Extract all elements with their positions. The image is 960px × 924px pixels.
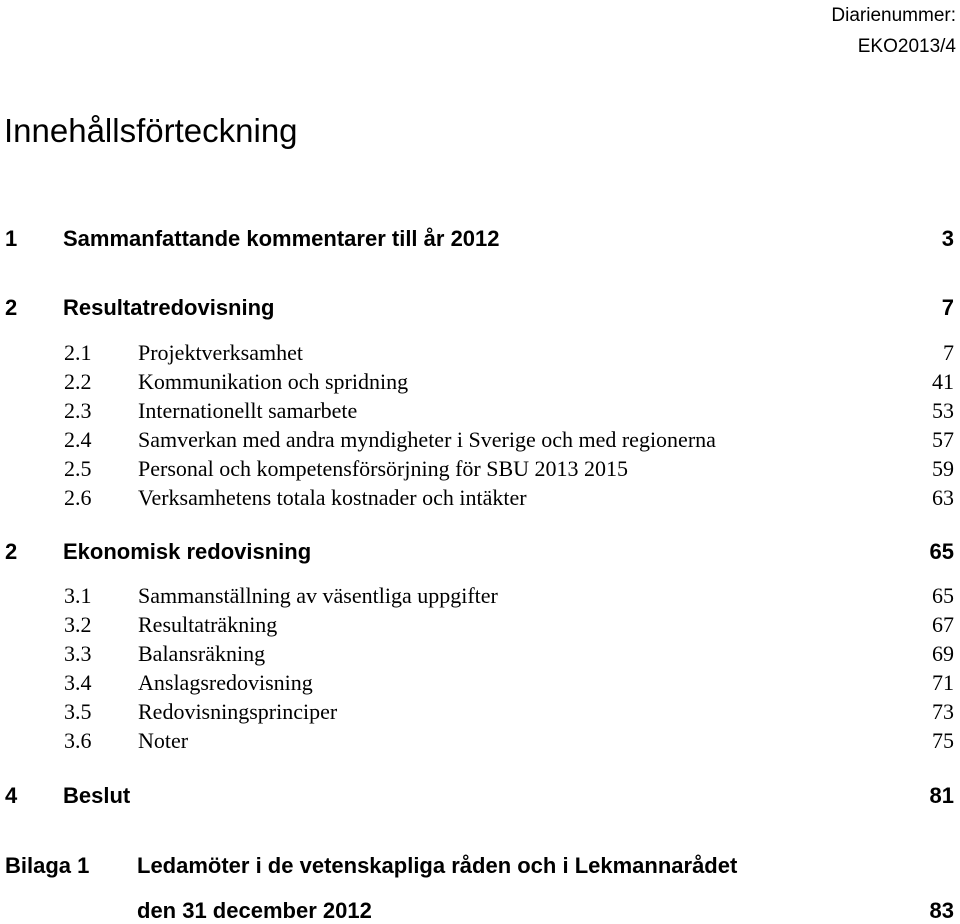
toc-number: 1: [5, 226, 18, 251]
toc-entry-3-6[interactable]: [0, 728, 954, 758]
toc-label: Samverkan med andra myndigheter i Sverige och med regionerna: [138, 427, 716, 452]
toc-number: 2.5: [64, 456, 92, 481]
toc-entry-2-2[interactable]: [0, 369, 954, 399]
toc-label: Sammanfattande kommentarer till år 2012: [63, 226, 500, 251]
toc-number: 2.6: [64, 485, 92, 510]
toc-page: 81: [929, 783, 954, 808]
toc-number: 2: [5, 539, 18, 564]
document-header: [831, 0, 956, 62]
toc-label: Projektverksamhet: [138, 340, 303, 365]
toc-entry-2-1[interactable]: [0, 340, 954, 370]
toc-label: Ekonomisk redovisning: [63, 539, 312, 564]
toc-entry-2-5[interactable]: [0, 456, 954, 486]
toc-label: Anslagsredovisning: [138, 670, 313, 695]
toc-number: 4: [5, 783, 18, 808]
toc-entry-4[interactable]: [0, 783, 954, 813]
toc-page: 69: [932, 641, 954, 666]
toc-label: Redovisningsprinciper: [138, 699, 338, 724]
toc-entry-2[interactable]: [0, 295, 954, 325]
toc-number: 3.3: [64, 641, 92, 666]
toc-number: 3.4: [64, 670, 92, 695]
toc-page: 63: [932, 485, 954, 510]
diarienummer-value: EKO2013/4: [857, 36, 956, 57]
toc-entry-2-4[interactable]: [0, 427, 954, 457]
toc-number: 3.5: [64, 699, 92, 724]
toc-label: Ledamöter i de vetenskapliga råden och i Lekmannarådet: [137, 853, 738, 878]
toc-number: 2.3: [64, 398, 92, 423]
diarienummer-label: Diarienummer:: [831, 5, 956, 26]
toc-entry-bilaga-1[interactable]: [0, 853, 954, 923]
toc-label-continued: den 31 december 2012: [137, 898, 372, 923]
toc-entry-1[interactable]: [0, 226, 954, 256]
toc-label: Resultaträkning: [138, 612, 278, 637]
toc-number: 2.2: [64, 369, 92, 394]
toc-entry-2-3[interactable]: [0, 398, 954, 428]
toc-page: 41: [932, 369, 954, 394]
page-title: Innehållsförteckning: [4, 112, 298, 149]
toc-number: Bilaga 1: [5, 853, 90, 878]
toc-label: Internationellt samarbete: [138, 398, 358, 423]
toc-page: 73: [932, 699, 954, 724]
toc-entry-3-1[interactable]: [0, 583, 954, 613]
toc-entry-2-6[interactable]: [0, 485, 954, 515]
toc-label: Beslut: [63, 783, 131, 808]
toc-label: Personal och kompetensförsörjning för SBU 2013 2015: [138, 456, 629, 481]
toc-page: 3: [941, 226, 954, 251]
toc-number: 3.2: [64, 612, 92, 637]
toc-number: 2.1: [64, 340, 92, 365]
toc-label: Kommunikation och spridning: [138, 369, 409, 394]
toc-page: 7: [943, 340, 954, 365]
toc-label: Balansräkning: [138, 641, 266, 666]
toc-number: 2: [5, 295, 18, 320]
toc-page: 59: [932, 456, 954, 481]
toc-page: 71: [932, 670, 954, 695]
toc-label: Resultatredovisning: [63, 295, 275, 320]
toc-page: 7: [941, 295, 954, 320]
toc-entry-3-2[interactable]: [0, 612, 954, 642]
toc-entry-3-4[interactable]: [0, 670, 954, 700]
toc-entry-3-5[interactable]: [0, 699, 954, 729]
toc-label: Verksamhetens totala kostnader och intäkter: [138, 485, 527, 510]
toc-entry-3-3[interactable]: [0, 641, 954, 671]
toc-page: 57: [932, 427, 954, 452]
toc-page: 83: [929, 898, 954, 923]
toc-page: 67: [932, 612, 954, 637]
toc-entry-3[interactable]: [0, 539, 954, 569]
toc-label: Sammanställning av väsentliga uppgifter: [138, 583, 498, 608]
toc-number: 3.1: [64, 583, 92, 608]
toc-page: 75: [932, 728, 954, 753]
toc-page: 65: [929, 539, 954, 564]
toc-page: 53: [932, 398, 954, 423]
toc-label: Noter: [138, 728, 189, 753]
toc-number: 3.6: [64, 728, 92, 753]
toc-page: 65: [932, 583, 954, 608]
toc-number: 2.4: [64, 427, 92, 452]
